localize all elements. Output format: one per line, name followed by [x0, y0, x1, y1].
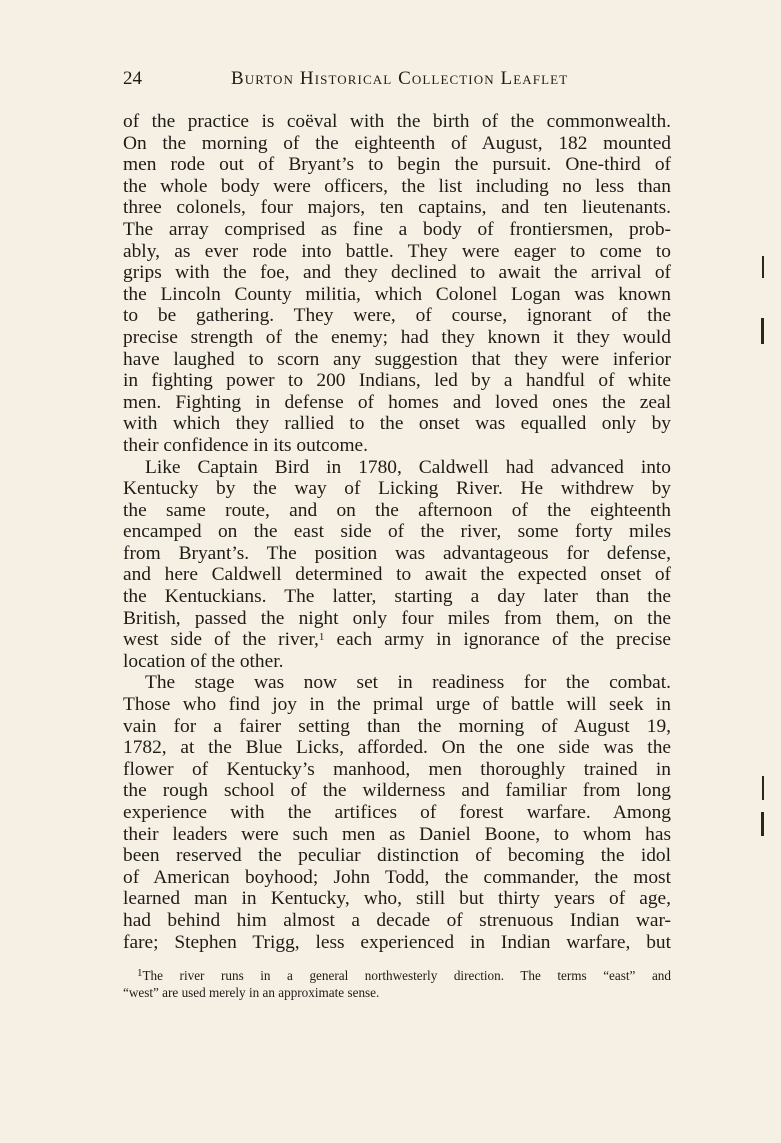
text-line: with which they rallied to the onset was equalled only by [123, 413, 671, 435]
text-line: encamped on the east side of the river, some forty miles [123, 521, 671, 543]
text-line: ably, as ever rode into battle. They were eager to come to [123, 240, 671, 262]
body-text [123, 111, 671, 953]
text-line: the rough school of the wilderness and familiar from long [123, 780, 671, 802]
footnote-line: “west” are used merely in an approximate sense. [123, 985, 380, 1000]
text-line: their confidence in its outcome. [123, 434, 368, 456]
text-line: The array comprised as fine a body of frontiersmen, prob- [123, 218, 671, 240]
text-line: Those who find joy in the primal urge of battle will seek in [123, 694, 671, 716]
text-line: their leaders were such men as Daniel Boone, to whom has [123, 823, 671, 845]
scan-artifact [761, 318, 764, 344]
text-line: fare; Stephen Trigg, less experienced in Indian warfare, but [123, 931, 671, 953]
footnote [123, 967, 671, 1001]
text-line: three colonels, four majors, ten captains, and ten lieutenants. [123, 197, 671, 219]
text-line: On the morning of the eighteenth of August, 182 mounted [123, 132, 671, 154]
text-line: the same route, and on the afternoon of the eighteenth [123, 499, 671, 521]
footnote-line [123, 967, 671, 984]
footnote-text: The river runs in a general northwesterly direction. The terms “east” and [142, 968, 671, 983]
text-line: learned man in Kentucky, who, still but thirty years of age, [123, 888, 671, 910]
text-line: men. Fighting in defense of homes and loved ones the zeal [123, 391, 671, 413]
text-line: of American boyhood; John Todd, the commander, the most [123, 866, 671, 888]
text-line: have laughed to scorn any suggestion that they were inferior [123, 348, 671, 370]
footnote-reference: 1 [318, 631, 325, 644]
footnote-marker: 1 [137, 967, 143, 979]
text-line: 1782, at the Blue Licks, afforded. On the one side was the [123, 737, 671, 759]
text-line: experience with the artifices of forest warfare. Among [123, 802, 671, 823]
text-line: had behind him almost a decade of strenuous Indian war- [123, 909, 671, 931]
text-line: precise strength of the enemy; had they known it they would [123, 326, 671, 348]
text-line: been reserved the peculiar distinction of becoming the idol [123, 845, 671, 867]
text-line: Kentucky by the way of Licking River. He withdrew by [123, 478, 671, 500]
text-fragment: each army in ignorance of the precise [324, 629, 671, 651]
scan-artifact [761, 812, 764, 836]
text-fragment: west side of the river, [123, 629, 319, 651]
scan-artifact [762, 776, 764, 800]
text-line: and here Caldwell determined to await the expected onset of [123, 564, 671, 586]
text-line: vain for a fairer setting than the morning of August 19, [123, 715, 671, 737]
text-line: flower of Kentucky’s manhood, men thoroughly trained in [123, 758, 671, 780]
scan-artifact [762, 256, 764, 278]
text-line: to be gathering. They were, of course, ignorant of the [123, 305, 671, 327]
text-line: the Kentuckians. The latter, starting a day later than the [123, 586, 671, 608]
text-line: the whole body were officers, the list including no less than [123, 175, 671, 197]
page-header [123, 68, 671, 96]
text-line: grips with the foe, and they declined to await the arrival of [123, 262, 671, 284]
text-line-with-footnote [123, 629, 671, 651]
text-line: from Bryant’s. The position was advantageous for defense, [123, 542, 671, 564]
text-line: in fighting power to 200 Indians, led by a handful of white [123, 370, 671, 392]
paragraph-start-line: Like Captain Bird in 1780, Caldwell had advanced into [145, 456, 671, 478]
text-line: the Lincoln County militia, which Colonel Logan was known [123, 283, 671, 305]
text-line: men rode out of Bryant’s to begin the pursuit. One-third of [123, 154, 671, 176]
paragraph-start-line: The stage was now set in readiness for the combat. [145, 672, 671, 694]
running-head: Burton Historical Collection Leaflet [231, 68, 569, 89]
page-number: 24 [123, 68, 142, 89]
text-line: location of the other. [123, 650, 284, 672]
text-line: British, passed the night only four miles from them, on the [123, 607, 671, 629]
text-line: of the practice is coëval with the birth of the commonwealth. [123, 111, 671, 132]
